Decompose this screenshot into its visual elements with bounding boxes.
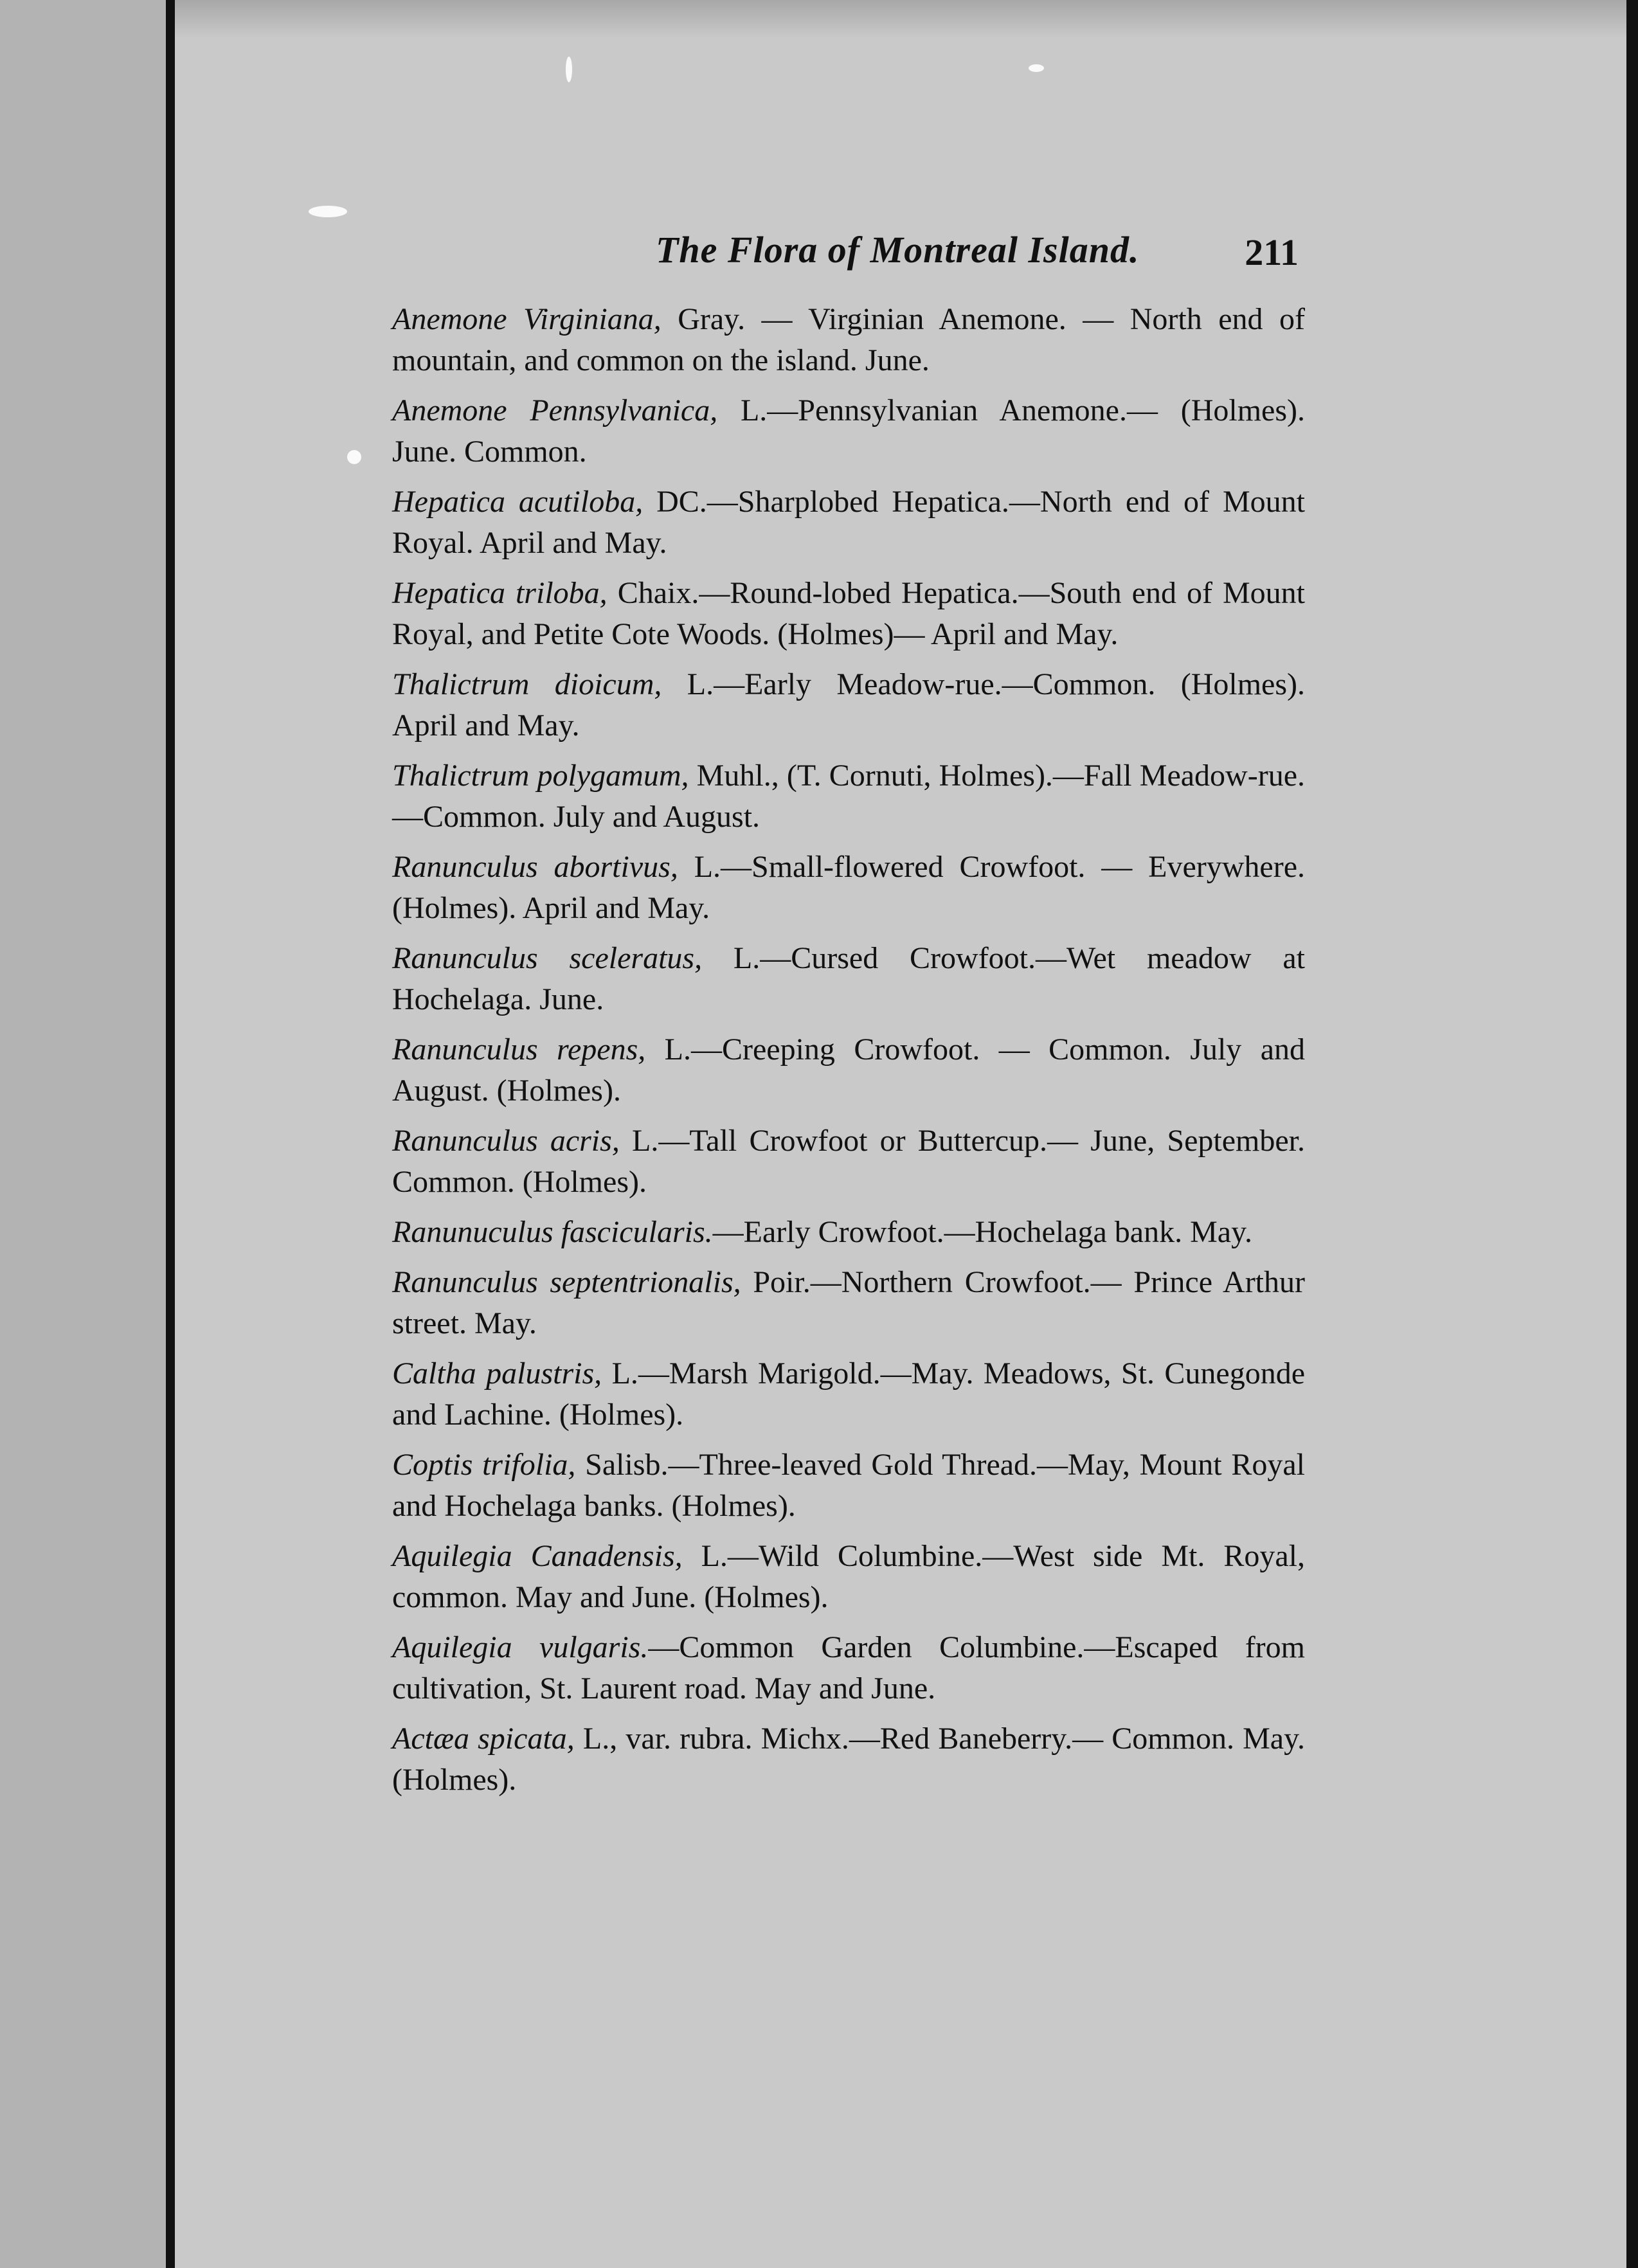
species-description: Chaix.—Round-lobed Hepatica.—South end of Mount Royal, and Petite Cote Woods. (Holmes)— April and May. [392,576,1306,651]
entry-text [360,1029,1305,1112]
entry-text [360,847,1305,929]
species-description: —Early Crowfoot.—Hochelaga bank. May. [712,1215,1252,1249]
species-entry [360,390,1305,473]
entry-text [360,573,1305,655]
species-description: L.—Pennsylvanian Anemone.— (Holmes). June. Common. [392,393,1306,469]
page-top-edge [175,0,1638,39]
species-entry [360,847,1305,929]
scan-speck [347,450,361,464]
species-description: Salisb.—Three-leaved Gold Thread.—May, Mount Royal and Hochelaga banks. (Holmes). [392,1448,1305,1523]
species-entry [360,938,1305,1020]
entry-text [360,1536,1305,1618]
species-description: —Common Garden Columbine.—Escaped from cultivation, St. Laurent road. May and June. [392,1630,1305,1706]
species-entry [360,664,1305,746]
page-number: 211 [1245,231,1299,273]
page-right-edge [1626,0,1638,2268]
page-content [360,228,1305,1810]
species-name: Aquilegia vulgaris. [392,1630,649,1664]
species-entry [360,1262,1305,1344]
species-entry [360,482,1305,564]
species-name: Hepatica triloba, [392,576,608,610]
species-description: L.—Early Meadow-rue.—Common. (Holmes). April and May. [392,667,1305,742]
species-name: Hepatica acutiloba, [392,485,644,519]
gutter-shadow [166,0,175,2268]
entry-text [360,1718,1305,1801]
entry-text [360,390,1305,473]
species-description: Gray. — Virginian Anemone. — North end of mountain, and common on the island. June. [392,302,1305,377]
species-description: L.—Creeping Crowfoot. — Common. July and August. (Holmes). [392,1032,1305,1108]
species-entry [360,1212,1305,1253]
species-entry [360,1536,1305,1618]
scan-speck [566,57,572,82]
running-head [386,228,1305,299]
species-description: L.—Wild Columbine.—West side Mt. Royal, common. May and June. (Holmes). [392,1539,1305,1614]
species-name: Coptis trifolia, [392,1448,576,1482]
species-entry [360,1353,1305,1436]
species-name: Ranunculus septentrionalis, [392,1265,741,1299]
species-entry [360,1718,1305,1801]
species-entry [360,573,1305,655]
species-name: Thalictrum polygamum, [392,759,689,793]
species-description: Poir.—Northern Crowfoot.— Prince Arthur street. May. [392,1265,1306,1340]
species-description: L.—Tall Crowfoot or Buttercup.— June, September. Common. (Holmes). [392,1124,1306,1199]
species-entry [360,1120,1305,1203]
species-entry [360,755,1305,838]
species-name: Thalictrum dioicum, [392,667,662,701]
entry-text [360,1212,1305,1253]
entry-text [360,1353,1305,1436]
entry-text [360,755,1305,838]
species-name: Ranunculus repens, [392,1032,646,1066]
entry-text [360,1627,1305,1709]
species-description: Muhl., (T. Cornuti, Holmes).—Fall Meadow-rue.—Common. July and August. [392,759,1305,834]
species-description: L.—Cursed Crowfoot.—Wet meadow at Hochelaga. June. [392,941,1306,1016]
scan-speck [1029,64,1044,72]
entry-text [360,1262,1305,1344]
species-name: Anemone Virginiana, [392,302,662,336]
species-name: Caltha palustris, [392,1356,602,1390]
entry-text [360,664,1305,746]
species-name: Actæa spicata, [392,1722,575,1756]
species-name: Ranunculus abortivus, [392,850,678,884]
species-entry [360,299,1305,381]
species-name: Ranunuculus fascicularis. [392,1215,713,1249]
species-entry [360,1444,1305,1527]
species-description: L.—Small-flowered Crowfoot. — Everywhere. (Holmes). April and May. [392,850,1305,925]
species-name: Ranunculus acris, [392,1124,620,1158]
entry-text [360,938,1305,1020]
facing-page [0,0,174,2268]
species-name: Anemone Pennsylvanica, [392,393,718,428]
species-entry [360,1029,1305,1112]
entry-text [360,299,1305,381]
species-name: Aquilegia Canadensis, [392,1539,683,1573]
species-description: L.—Marsh Marigold.—May. Meadows, St. Cunegonde and Lachine. (Holmes). [392,1356,1306,1432]
scan-speck [309,206,347,217]
species-description: DC.—Sharplobed Hepatica.—North end of Mount Royal. April and May. [392,485,1305,560]
species-list [360,299,1305,1801]
species-description: L., var. rubra. Michx.—Red Baneberry.— Common. May. (Holmes). [392,1722,1305,1797]
species-name: Ranunculus sceleratus, [392,941,703,975]
entry-text [360,1444,1305,1527]
species-entry [360,1627,1305,1709]
running-title: The Flora of Montreal Island. [656,229,1140,271]
entry-text [360,1120,1305,1203]
entry-text [360,482,1305,564]
